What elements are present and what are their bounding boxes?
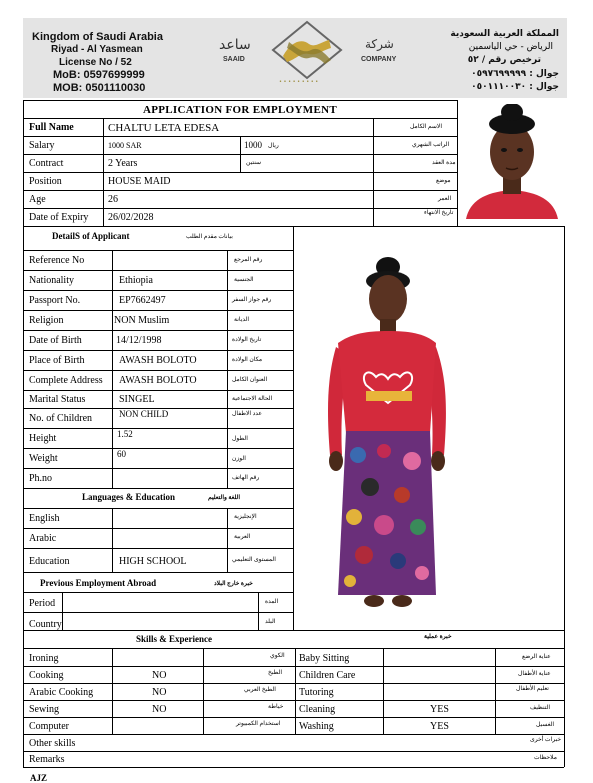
- period-label: Period: [29, 598, 56, 609]
- address-value: AWASH BOLOTO: [119, 375, 197, 386]
- religion-label: Religion: [29, 315, 64, 326]
- languages-section-title-ar: اللغة والتعليم: [208, 495, 240, 501]
- children-care-label-ar: عناية الأطفال: [518, 671, 551, 677]
- logo-caption: • • • • • • • • •: [279, 79, 319, 85]
- cleaning-label: Cleaning: [299, 704, 336, 715]
- address-label-ar: العنوان الكامل: [232, 377, 268, 383]
- salary-currency-ar: ريال: [268, 143, 279, 149]
- country-label: Country: [29, 619, 62, 630]
- agency-location-en: Riyad - Al Yasmean: [51, 44, 143, 55]
- children-value: NON CHILD: [119, 409, 169, 419]
- passport-label-ar: رقم جواز السفر: [232, 297, 272, 303]
- applicant-section-title: DetailS of Applicant: [52, 231, 130, 241]
- nationality-value: Ethiopia: [119, 275, 153, 286]
- contract-label-ar: مدة العقد: [432, 160, 456, 166]
- english-label: English: [29, 513, 60, 524]
- previous-employment-title: Previous Employment Abroad: [40, 578, 157, 588]
- washing-value: YES: [430, 721, 449, 732]
- cleaning-value: YES: [430, 704, 449, 715]
- phone-label-ar: رقم الهاتف: [232, 475, 260, 481]
- tutoring-label-ar: تعليم الأطفال: [516, 686, 549, 692]
- phone-label: Ph.no: [29, 473, 53, 484]
- agency-name-ar: المملكة العربية السعودية: [450, 29, 559, 39]
- skills-section-title-ar: خبرة عملية: [424, 634, 452, 640]
- contract-extra-ar: سنتين: [246, 160, 262, 166]
- dob-label: Date of Birth: [29, 335, 82, 346]
- nationality-label: Nationality: [29, 275, 74, 286]
- children-care-label: Children Care: [299, 670, 356, 681]
- salary-label-ar: الراتب الشهري: [412, 142, 450, 148]
- birthplace-label-ar: مكان الولادة: [232, 357, 263, 363]
- cooking-label: Cooking: [29, 670, 64, 681]
- contract-label: Contract: [29, 158, 64, 169]
- applicant-section-title-ar: بيانات مقدم الطلب: [186, 234, 233, 240]
- cooking-value: NO: [152, 670, 167, 681]
- arabic-label-ar: العربية: [234, 534, 251, 540]
- reference-label: Reference No: [29, 255, 85, 266]
- logo-text-ar: ساعد: [219, 37, 251, 53]
- washing-label: Washing: [299, 721, 334, 732]
- company-en: COMPANY: [361, 56, 397, 63]
- arabic-cooking-value: NO: [152, 687, 167, 698]
- baby-sitting-label: Baby Sitting: [299, 653, 350, 664]
- expiry-label: Date of Expiry: [29, 212, 89, 223]
- license-ar: ترخيص رقم / ٥٢: [467, 55, 541, 65]
- sewing-value: NO: [152, 704, 167, 715]
- applicant-full-body-photo: [318, 255, 453, 615]
- computer-label-ar: استخدام الكمبيوتر: [236, 721, 281, 727]
- education-label: Education: [29, 556, 70, 567]
- cleaning-label-ar: التنظيف: [530, 705, 551, 711]
- position-value: HOUSE MAID: [108, 176, 171, 187]
- agency-name-en: Kingdom of Saudi Arabia: [32, 31, 163, 43]
- tutoring-label: Tutoring: [299, 687, 334, 698]
- other-skills-label-ar: خبرات أخرى: [530, 737, 562, 743]
- agency-header: [23, 18, 567, 98]
- marital-label-ar: الحالة الاجتماعية: [232, 396, 273, 402]
- children-label: No. of Children: [29, 413, 93, 424]
- arabic-cooking-label-ar: الطبخ العربي: [244, 687, 276, 693]
- arabic-label: Arabic: [29, 533, 57, 544]
- other-skills-label: Other skills: [29, 738, 76, 749]
- weight-value: 60: [117, 449, 126, 459]
- birthplace-label: Place of Birth: [29, 355, 85, 366]
- computer-label: Computer: [29, 721, 69, 732]
- expiry-label-ar: تاريخ الانتهاء: [424, 210, 454, 216]
- remarks-label-ar: ملاحظات: [534, 755, 557, 761]
- nationality-label-ar: الجنسية: [234, 277, 254, 283]
- cooking-label-ar: الطبخ: [268, 670, 283, 676]
- dob-value: 14/12/1998: [116, 335, 162, 346]
- height-label: Height: [29, 433, 57, 444]
- sewing-label: Sewing: [29, 704, 59, 715]
- religion-value: NON Muslim: [114, 315, 170, 326]
- mobile-1-en: MoB: 0597699999: [53, 69, 145, 81]
- full-name-label: Full Name: [29, 122, 74, 133]
- height-label-ar: الطول: [232, 436, 248, 442]
- ironing-label: Ironing: [29, 653, 59, 664]
- mobile-2-en: MOB: 0501110030: [53, 82, 146, 94]
- religion-label-ar: الديانة: [234, 317, 250, 323]
- education-value: HIGH SCHOOL: [119, 556, 187, 567]
- english-label-ar: الإنجليزية: [234, 514, 257, 520]
- education-label-ar: المستوى التعليمي: [232, 557, 276, 563]
- previous-employment-title-ar: خبرة خارج البلاد: [214, 581, 253, 587]
- address-label: Complete Address: [29, 375, 103, 386]
- ironing-label-ar: الكوي: [270, 653, 285, 659]
- marital-value: SINGEL: [119, 394, 155, 405]
- height-value: 1.52: [117, 429, 133, 439]
- agency-location-ar: الرياض - حي الياسمين: [468, 42, 553, 52]
- position-label: Position: [29, 176, 62, 187]
- salary-value: 1000 SAR: [108, 141, 142, 150]
- washing-label-ar: الغسيل: [536, 722, 555, 728]
- country-label-ar: البلد: [265, 619, 276, 625]
- marital-label: Marital Status: [29, 394, 86, 405]
- full-name-value: CHALTU LETA EDESA: [108, 122, 220, 134]
- birthplace-value: AWASH BOLOTO: [119, 355, 197, 366]
- expiry-value: 26/02/2028: [108, 212, 154, 223]
- children-label-ar: عدد الاطفال: [232, 411, 262, 417]
- company-ar: شركة: [365, 37, 394, 51]
- license-en: License No / 52: [59, 57, 132, 68]
- weight-label: Weight: [29, 453, 58, 464]
- form-title: APPLICATION FOR EMPLOYMENT: [143, 104, 337, 116]
- position-label-ar: موضع: [436, 178, 451, 184]
- mobile-1-ar: جوال : ٠٥٩٧٦٩٩٩٩٩: [471, 69, 559, 79]
- contract-value: 2 Years: [108, 158, 138, 169]
- dob-label-ar: تاريخ الولادة: [232, 337, 262, 343]
- age-label-ar: العمر: [438, 196, 452, 202]
- handshake-logo-icon: [269, 20, 345, 80]
- salary-label: Salary: [29, 140, 55, 151]
- reference-label-ar: رقم المرجع: [234, 257, 263, 263]
- footer-cut-text: AJZ: [30, 773, 48, 783]
- full-name-label-ar: الاسم الكامل: [410, 124, 443, 130]
- age-label: Age: [29, 194, 46, 205]
- period-label-ar: المدة: [265, 599, 279, 605]
- age-value: 26: [108, 194, 118, 205]
- logo-text-en: SAAID: [223, 56, 245, 63]
- passport-value: EP7662497: [119, 295, 166, 306]
- salary-extra: 1000: [244, 140, 262, 150]
- remarks-label: Remarks: [29, 754, 65, 765]
- arabic-cooking-label: Arabic Cooking: [29, 687, 94, 698]
- passport-label: Passport No.: [29, 295, 81, 306]
- baby-sitting-label-ar: عناية الرضع: [522, 654, 551, 660]
- applicant-portrait-photo: [462, 104, 562, 219]
- skills-section-title: Skills & Experience: [136, 634, 212, 644]
- languages-section-title: Languages & Education: [82, 492, 176, 502]
- sewing-label-ar: خياطة: [268, 704, 284, 710]
- mobile-2-ar: جوال : ٠٥٠١١١٠٠٣٠: [471, 82, 559, 92]
- weight-label-ar: الوزن: [232, 456, 246, 462]
